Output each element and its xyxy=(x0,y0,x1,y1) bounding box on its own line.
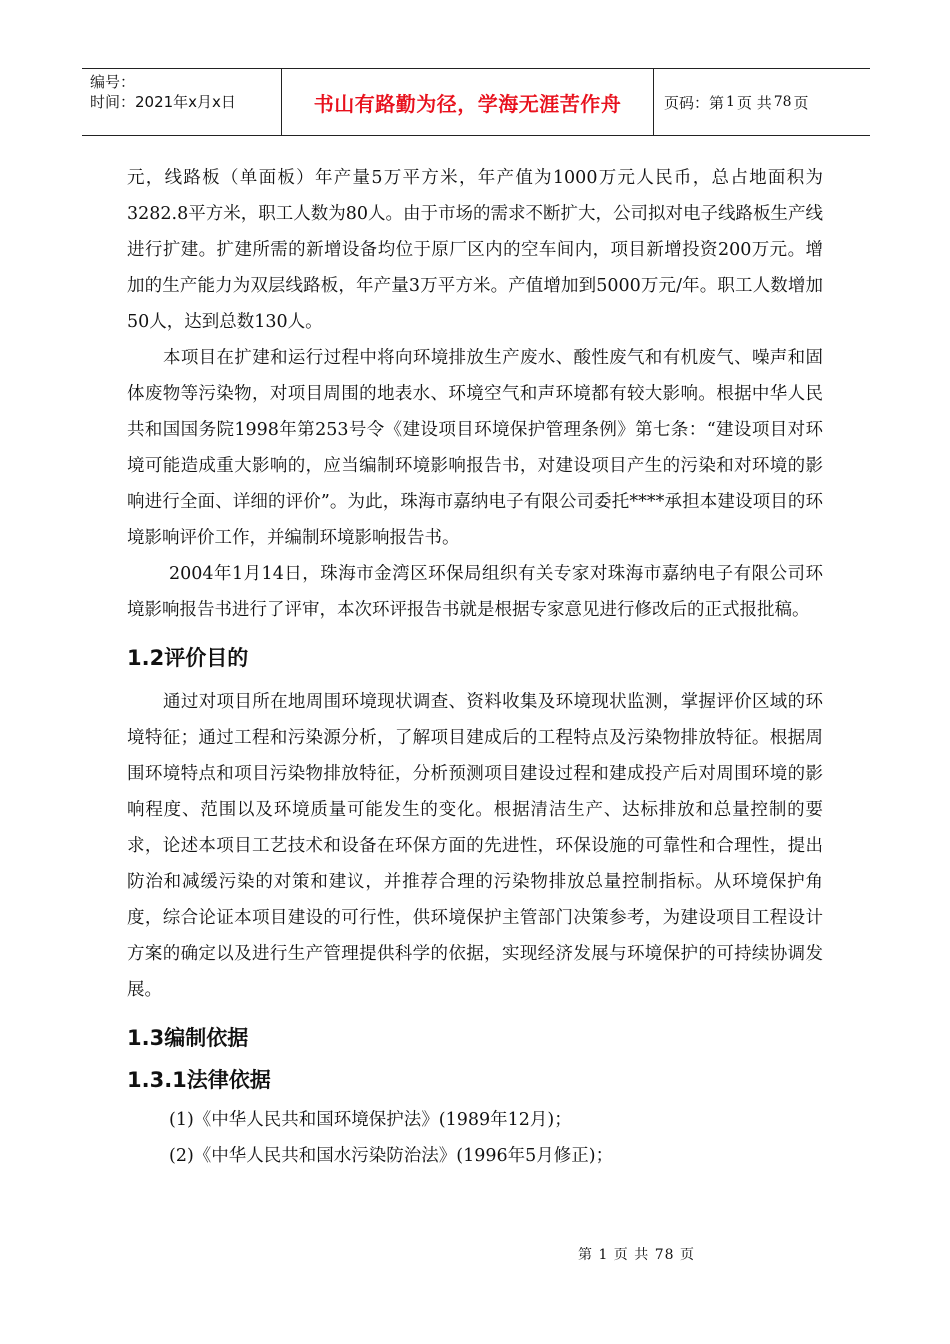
paragraph-environmental-impact: 本项目在扩建和运行过程中将向环境排放生产废水、酸性废气和有机废气、噪声和固体废物等污染物，对项目周围的地表水、环境空气和声环境都有较大影响。根据中华人民共和国国务院1998年第253号令《建设项目环境保护管理条例》第七条：“建设项目对环境可能造成重大影响的，应当编制环境影响报告书，对建设项目产生的污染和对环境的影响进行全面、详细的评价”。为此，珠海市嘉纳电子有限公司委托****承担本建设项目的环境影响评价工作，并编制环境影响报告书。 xyxy=(127,348,823,548)
page-prefix: 页码：第 xyxy=(664,93,725,112)
header-info-cell xyxy=(82,69,282,135)
page-middle: 页 共 xyxy=(736,93,772,112)
paragraph-review: 2004年1月14日，珠海市金湾区环保局组织有关专家对珠海市嘉纳电子有限公司环境影响报告书进行了评审，本次环评报告书就是根据专家意见进行修改后的正式报批稿。 xyxy=(127,564,823,620)
header-page-indicator xyxy=(654,69,870,135)
section-heading-1-2: 1.2评价目的 xyxy=(127,646,249,670)
section-heading-1-3: 1.3编制依据 xyxy=(127,1026,249,1050)
list-item: (1)《中华人民共和国环境保护法》(1989年12月)； xyxy=(169,1110,572,1130)
page-total-number: 78 xyxy=(773,94,792,110)
paragraph-project-scale: 元，线路板（单面板）年产量5万平方米，年产值为1000万元人民币，总占地面积为3282.8平方米，职工人数为80人。由于市场的需求不断扩大，公司拟对电子线路板生产线进行扩建。扩建所需的新增设备均位于原厂区内的空车间内，项目新增投资200万元。增加的生产能力为双层线路板，年产量3万平方米。产值增加到5000万元/年。职工人数增加50人，达到总数130人。 xyxy=(127,168,823,332)
document-time-label: 时间：2021年x月x日 xyxy=(90,93,236,111)
page-header xyxy=(82,68,870,136)
page-footer: 第 1 页 共 78 页 xyxy=(578,1247,695,1263)
document-number-label: 编号： xyxy=(90,73,136,91)
page-current-number: 1 xyxy=(726,94,735,110)
page-suffix: 页 xyxy=(793,93,809,112)
paragraph-evaluation-purpose: 通过对项目所在地周围环境现状调查、资料收集及环境现状监测，掌握评价区域的环境特征；通过工程和污染源分析，了解项目建成后的工程特点及污染物排放特征。根据周围环境特点和项目污染物排放特征，分析预测项目建设过程和建成投产后对周围环境的影响程度、范围以及环境质量可能发生的变化。根据清洁生产、达标排放和总量控制的要求，论述本项目工艺技术和设备在环保方面的先进性，环保设施的可靠性和合理性，提出防治和减缓污染的对策和建议，并推荐合理的污染物排放总量控制指标。从环境保护角度，综合论证本项目建设的可行性，供环境保护主管部门决策参考，为建设项目工程设计方案的确定以及进行生产管理提供科学的依据，实现经济发展与环境保护的可持续协调发展。 xyxy=(127,692,823,1000)
section-heading-1-3-1: 1.3.1法律依据 xyxy=(127,1068,271,1092)
list-item: (2)《中华人民共和国水污染防治法》(1996年5月修正)； xyxy=(169,1146,614,1166)
document-body xyxy=(127,160,823,1174)
header-motto: 书山有路勤为径，学海无涯苦作舟 xyxy=(282,69,654,135)
